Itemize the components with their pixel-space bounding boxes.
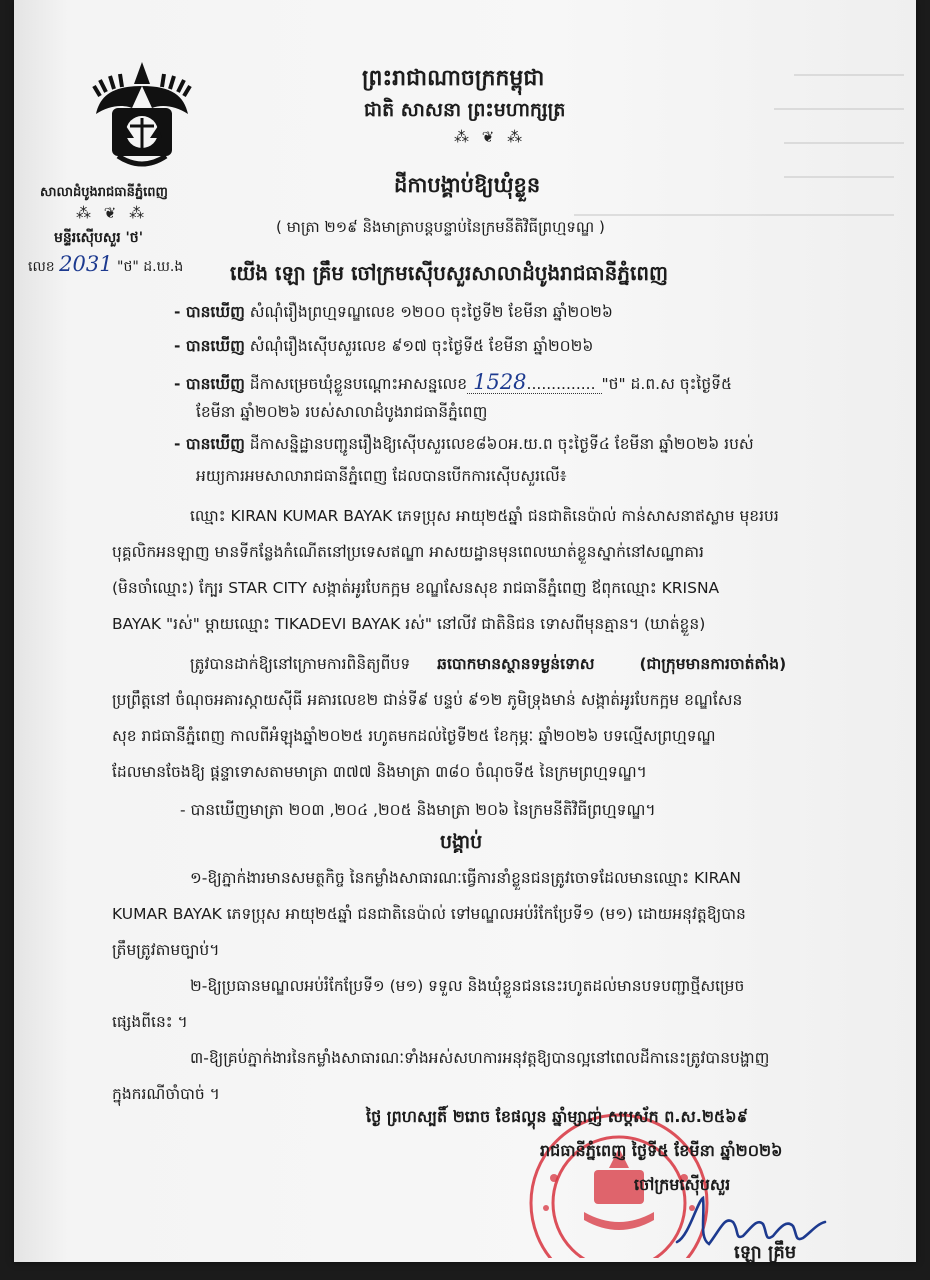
reference-suffix: "ថ" ដ.ឃ.ង: [117, 259, 184, 275]
bleed-through-mark: [574, 214, 894, 216]
office-name: មន្ទីរស៊ើបសួរ 'ថ': [54, 230, 143, 246]
consideration-item: [174, 434, 754, 457]
consideration-text: ដីកាសម្រេចឃុំខ្លួនបណ្តោះអាសន្នលេខ: [244, 375, 468, 393]
person-line: (មិនចាំឈ្មោះ) ក្បែរ STAR CITY សង្កាត់អូរបែកក្អម ខណ្ឌសែនសុខ រាជធានីភ្នំពេញ ឪពុកឈ្មោះ KRISNA: [112, 579, 720, 597]
bleed-through-mark: [794, 74, 904, 76]
handwritten-reference-number: 2031: [59, 252, 113, 276]
document-title: ដីកាបង្គាប់ឱ្យឃុំខ្លួន: [394, 173, 541, 197]
person-line: BAYAK "រស់" ម្តាយឈ្មោះ TIKADEVI BAYAK រស់" នៅលីវ ជាតិនិជន ទោសពីមុនគ្មាន។ (ឃាត់ខ្លួន): [112, 615, 706, 633]
consideration-continuation: ខែមីនា ឆ្នាំ២០២៦ របស់សាលាដំបូងរាជធានីភ្នំពេញ: [196, 403, 488, 421]
order-line: ផ្សេងពីនេះ ។: [112, 1013, 188, 1031]
lunar-date: ថ្ងៃ ព្រហស្បតិ៍ ២រោច ខែផល្គុន ឆ្នាំម្សាញ់ សប្តស័ក ព.ស.២៥៦៩: [366, 1107, 748, 1126]
consideration-item: [174, 370, 732, 397]
header-ornament: ⁂ ❦ ⁂: [454, 128, 527, 146]
consideration-lead: - បានឃើញ: [174, 337, 245, 355]
issuing-authority: យើង ឡោ គ្រឹម ចៅក្រមស៊ើបសួរសាលាដំបូងរាជធានីភ្នំពេញ: [230, 261, 669, 285]
charge-qualifier: (ជាក្រុមមានការចាត់តាំង): [639, 655, 787, 673]
charge-line: ដែលមានចែងឱ្យ ផ្តន្ទាទោសតាមមាត្រា ៣៧៧ និងមាត្រា ៣៨០ ចំណុចទី៥ នៃក្រមព្រហ្មទណ្ឌ។: [112, 763, 647, 781]
charge-line: សុខ រាជធានីភ្នំពេញ កាលពីអំឡុងឆ្នាំ២០២៥ រហូតមកដល់ថ្ងៃទី២៥ ខែកុម្ភៈ ឆ្នាំ២០២៦ បទល្មើសព្រហ្មទណ្ឌ: [112, 727, 716, 745]
charge-offense: ឆបោកមានស្ថានទម្ងន់ទោស: [437, 655, 595, 673]
bleed-through-mark: [784, 142, 904, 144]
order-line: KUMAR BAYAK ភេទប្រុស អាយុ២៥ឆ្នាំ ជនជាតិនេប៉ាល់ ទៅមណ្ឌលអប់រំកែប្រែទី១ (ម១) ដោយអនុវត្តឱ្យបាន: [112, 905, 746, 923]
solar-date: រាជធានីភ្នំពេញ ថ្ងៃទី៥ ខែមីនា ឆ្នាំ២០២៦: [540, 1141, 783, 1160]
bleed-through-mark: [774, 108, 904, 110]
orders-heading: បង្គាប់: [440, 831, 483, 853]
consideration-lead: - បានឃើញ: [174, 303, 245, 321]
bleed-through-mark: [784, 176, 894, 178]
consideration-text: សំណុំរឿងស៊ើបសួរលេខ ៩១៧ ចុះថ្ងៃទី៥ ខែមីនា ឆ្នាំ២០២៦: [244, 337, 594, 355]
signer-title: ចៅក្រមស៊ើបសួរ: [634, 1175, 731, 1194]
kingdom-heading: ព្រះរាជាណាចក្រកម្ពុជា: [362, 66, 545, 91]
handwritten-detention-number: 1528: [473, 370, 527, 394]
articles-line: - បានឃើញមាត្រា ២០៣ ,២០៤ ,២០៥ និងមាត្រា ២០៦ នៃក្រមនីតិវិធីព្រហ្មទណ្ឌ។: [180, 801, 656, 819]
person-line: បុគ្គលិកអនឡាញ មានទីកន្លែងកំណើតនៅប្រទេសឥណ្ឌា អាសយដ្ឋានមុនពេលឃាត់ខ្លួនស្នាក់នៅសណ្ឋាគារ: [112, 543, 704, 561]
charge-intro: ត្រូវបានដាក់ឱ្យនៅក្រោមការពិនិត្យពីបទ: [190, 655, 411, 673]
order-line: ត្រឹមត្រូវតាមច្បាប់។: [112, 941, 220, 959]
consideration-text: "ថ" ដ.ព.ស ចុះថ្ងៃទី៥: [601, 375, 732, 393]
court-name: សាលាដំបូងរាជធានីភ្នំពេញ: [40, 185, 168, 200]
left-ornament: ⁂ ❦ ⁂: [76, 204, 149, 222]
order-line: ក្នុងករណីចាំបាច់ ។: [112, 1085, 220, 1103]
reference-number: [28, 252, 183, 278]
consideration-item: [174, 336, 593, 359]
person-line: ឈ្មោះ KIRAN KUMAR BAYAK ភេទប្រុស អាយុ២៥ឆ្នាំ ជនជាតិនេប៉ាល់ កាន់សាសនាឥស្លាម មុខរបរ: [190, 507, 779, 525]
court-emblem-icon: [92, 56, 192, 176]
charge-line: ប្រព្រឹត្តនៅ ចំណុចអគារស្កាយស៊ីធី អគារលេខ២ ជាន់ទី៩ បន្ទប់ ៩១២ ភូមិទ្រុងមាន់ សង្កាត់អូរបែកក្អម ខណ្ឌសែន: [112, 691, 743, 709]
consideration-lead: - បានឃើញ: [174, 435, 245, 453]
fill-in-field: 1528..............: [467, 375, 601, 394]
consideration-continuation: អយ្យការអមសាលារាជធានីភ្នំពេញ ដែលបានបើកការស៊ើបសួរលើ៖: [196, 467, 567, 485]
consideration-text: សំណុំរឿងព្រហ្មទណ្ឌលេខ ១២០០ ចុះថ្ងៃទី២ ខែមីនា ឆ្នាំ២០២៦: [244, 303, 613, 321]
reference-prefix: លេខ: [28, 259, 55, 275]
order-line: ១-ឱ្យភ្នាក់ងារមានសមត្ថកិច្ច នៃកម្លាំងសាធារណៈធ្វើការនាំខ្លួនជនត្រូវចោទដែលមានឈ្មោះ KIRAN: [190, 869, 742, 887]
charge-line: [190, 654, 786, 677]
consideration-text: ដីកាសន្និដ្ឋានបញ្ជូនរឿងឱ្យស៊ើបសួរលេខ៨៦០អ.យ.ព ចុះថ្ងៃទី៤ ខែមីនា ឆ្នាំ២០២៦ របស់: [244, 435, 754, 453]
national-motto: ជាតិ សាសនា ព្រះមហាក្សត្រ: [364, 99, 566, 121]
order-line: ៣-ឱ្យគ្រប់ភ្នាក់ងារនៃកម្លាំងសាធារណៈទាំងអស់សហការអនុវត្តឱ្យបានល្អនៅពេលដីកានេះត្រូវបានបង្ហាញ: [190, 1049, 770, 1067]
order-line: ២-ឱ្យប្រធានមណ្ឌលអប់រំកែប្រែទី១ (ម១) ទទួល និងឃុំខ្លួនជននេះរហូតដល់មានបទបញ្ជាថ្មីសម្រេច: [190, 977, 745, 995]
document-page: [14, 0, 916, 1262]
signer-name: ឡោ គ្រឹម: [734, 1242, 797, 1262]
consideration-item: [174, 302, 613, 325]
consideration-lead: - បានឃើញ: [174, 375, 245, 393]
document-subtitle: ( មាត្រា ២១៩ និងមាត្រាបន្តបន្ទាប់នៃក្រមនីតិវិធីព្រហ្មទណ្ឌ ): [276, 218, 605, 236]
